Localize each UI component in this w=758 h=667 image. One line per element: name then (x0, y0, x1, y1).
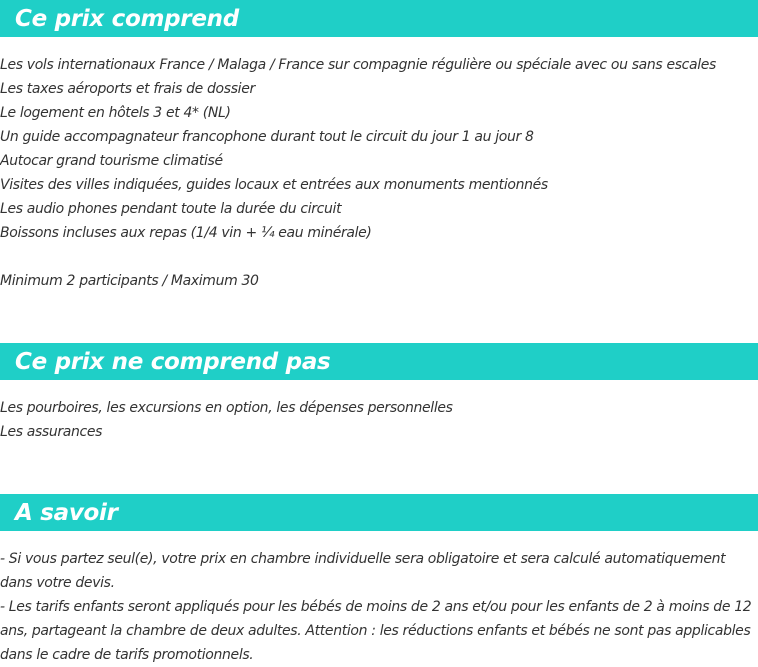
section-header-includes (0, 0, 758, 37)
participants-note: Minimum 2 participants / Maximum 30 (0, 273, 259, 289)
info-paragraph: - Si vous partez seul(e), votre prix en chambre individuelle sera obligatoire et sera calculé automatiquement dans votre devis. (0, 551, 726, 591)
list-item: Les assurances (0, 424, 103, 440)
section-header-info (0, 494, 758, 531)
section-title-includes: Ce prix comprend (15, 5, 239, 32)
section-title-excludes: Ce prix ne comprend pas (15, 348, 331, 375)
includes-list (0, 53, 758, 293)
list-item: Les vols internationaux France / Malaga / France sur compagnie régulière ou spéciale avec ou sans escales (0, 57, 716, 73)
section-title-info: A savoir (15, 499, 118, 526)
list-item: Un guide accompagnateur francophone durant tout le circuit du jour 1 au jour 8 (0, 129, 534, 145)
excludes-list (0, 396, 758, 444)
list-item: Visites des villes indiquées, guides locaux et entrées aux monuments mentionnés (0, 177, 548, 193)
section-header-excludes (0, 343, 758, 380)
list-item: Les pourboires, les excursions en option, les dépenses personnelles (0, 400, 453, 416)
list-item: Les audio phones pendant toute la durée du circuit (0, 201, 342, 217)
info-paragraph: - Les tarifs enfants seront appliqués pour les bébés de moins de 2 ans et/ou pour les enfants de 2 à moins de 12 ans, partageant la chambre de deux adultes. Attention : les réductions enfants et bébés ne sont pas applicables dans le cadre de tarifs promotionnels. (0, 599, 752, 663)
list-item: Le logement en hôtels 3 et 4* (NL) (0, 105, 231, 121)
list-item: Boissons incluses aux repas (1/4 vin + ¼ eau minérale) (0, 225, 372, 241)
list-item: Autocar grand tourisme climatisé (0, 153, 223, 169)
list-item: Les taxes aéroports et frais de dossier (0, 81, 255, 97)
info-paragraphs (0, 547, 758, 667)
spacer (0, 245, 758, 269)
